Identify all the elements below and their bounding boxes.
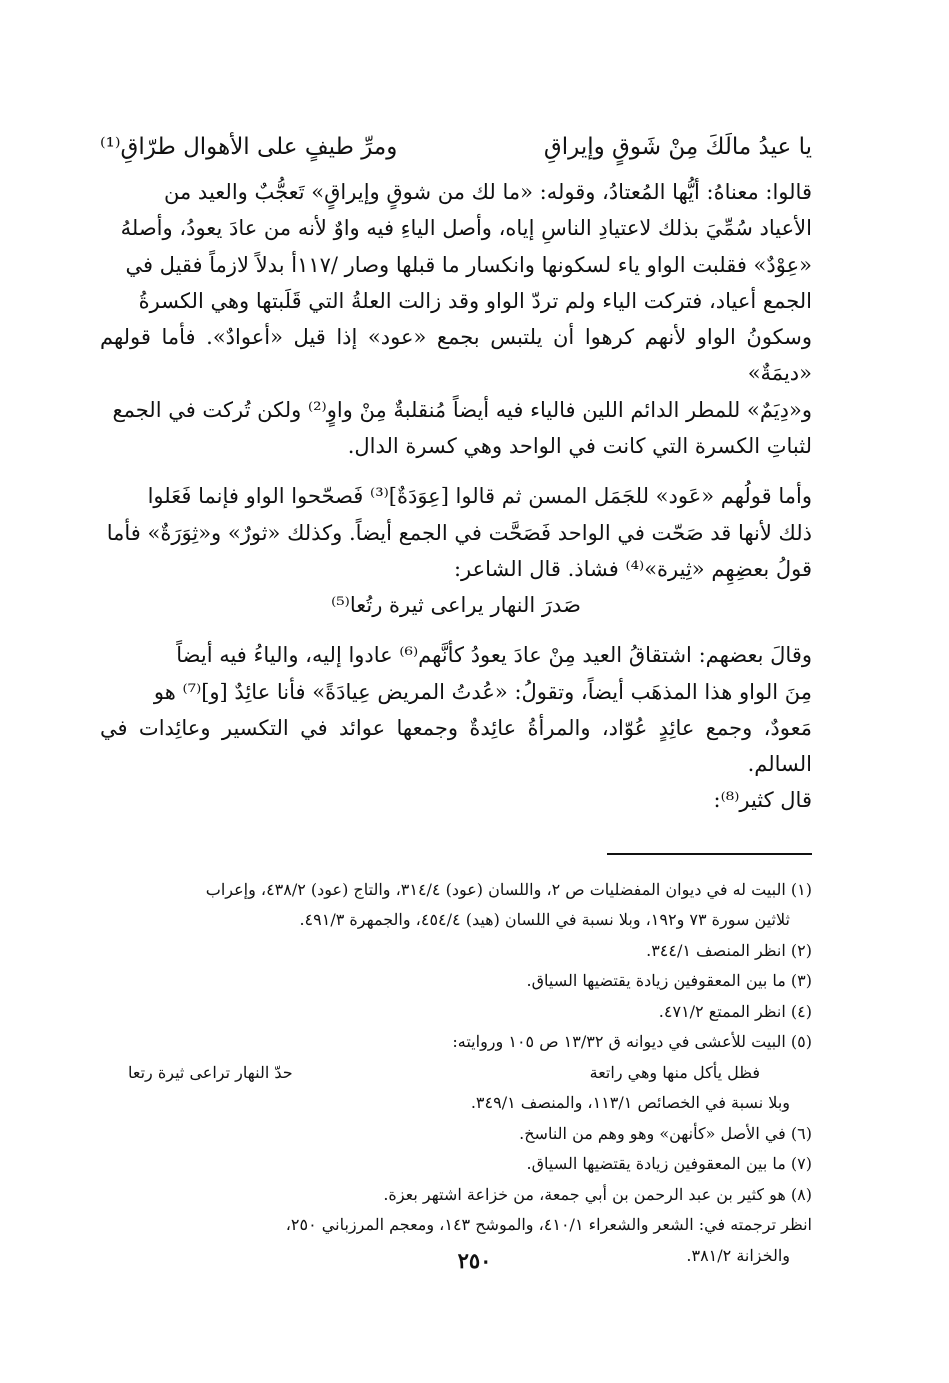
text-line: وأما قولُهم «عَود» للجَمَل المسن ثم قالوا [عِوَدَةٌ]⁽³⁾ فَصحّحوا الواو فإنما فَعَلوا bbox=[147, 484, 812, 509]
text-line: مِنَ الواو هذا المذهَب أيضاً، وتقولُ: «عُدتُ المريض عِيادَةً» فأنا عائِدٌ [و]⁽⁷⁾ هو bbox=[153, 679, 812, 704]
page-body bbox=[100, 120, 812, 1300]
text-line: قال كثير⁽⁸⁾: bbox=[713, 788, 812, 813]
footnote-8: (٨) هو كثير بن عبد الرحمن بن أبي جمعة، من خزاعة اشتهر بعزة. bbox=[383, 1184, 812, 1204]
footnote-line: ثلاثين سورة ٧٣ و١٩٢، وبلا نسبة في اللسان (هيد) ٤٥٤/٤، والجمهرة ٤٩١/٣. bbox=[299, 910, 790, 930]
page-number: ٢٥٠ bbox=[457, 1248, 492, 1273]
footnote-divider bbox=[607, 853, 812, 855]
text-line: مَعودٌ، وجمع عائِدٍ عُوّاد، والمرأةُ عائِدةٌ وجمعها عوائد في التكسير وعائِدات في السالم. bbox=[100, 715, 812, 777]
text-line: قالوا: معناهُ: أيُّها المُعتادُ، وقوله: «ما لك من شوقٍ وإيراقٍ» تَعجُّبٌ والعيد من bbox=[164, 180, 812, 204]
paragraph-3 bbox=[100, 637, 812, 818]
footnote-line: (١) البيت له في ديوان المفضليات ص ٢، واللسان (عود) ٣١٤/٤، والتاج (عود) ٤٣٨/٢، وإعراب bbox=[205, 879, 812, 899]
text-line: وقالَ بعضهم: اشتقاقُ العيد مِنْ عادَ يعودُ كأنَّهم⁽⁶⁾ عادوا إليه، والياءُ فيه أيضاً bbox=[176, 643, 812, 668]
footnote-verse-second: حدّ النهار تراعى ثيرة رتعا bbox=[128, 1062, 293, 1082]
text-line: ذلك لأنها قد صَحّت في الواحد فَصَحَّت في الجمع أيضاً. وكذلك «ثورٌ» و«ثِوَرَةٌ» فأما bbox=[106, 520, 812, 545]
footnote-line: وبلا نسبة في الخصائص ١١٣/١، والمنصف ٣٤٩/١. bbox=[470, 1093, 790, 1113]
text-line: و«دِيَمٌ» للمطر الدائم اللين فالياء فيه أيضاً مُنقلبةٌ مِنْ واوٍ⁽²⁾ ولكن تُركت في الجمع bbox=[112, 397, 812, 422]
paragraph-2 bbox=[100, 478, 812, 587]
text-line: «عِوْدٌ» فقلبت الواو ياء لسكونها وانكسار ما قبلها وصار /١١٧أ بدلاً لازماً فقيل في bbox=[125, 252, 812, 277]
text-line: قولُ بعضِهِم «ثِيرة»⁽⁴⁾ فشاذ. قال الشاعر: bbox=[453, 556, 812, 581]
verse-first-hemistich: يا عيدُ مالَكَ مِنْ شَوقٍ وإيراقِ bbox=[543, 134, 812, 160]
footnote-1 bbox=[100, 875, 812, 936]
text-line: الأعياد سُمِّيَ بذلك لاعتيادِ الناسِ إياه، وأصل الياءِ فيه واوٌ لأنه من عادَ يعودُ، وأصلهُ bbox=[120, 216, 812, 241]
footnote-line: والخزانة ٣٨١/٢. bbox=[686, 1245, 790, 1265]
footnote-3: (٣) ما بين المعقوفين زيادة يقتضيها السياق. bbox=[526, 971, 812, 991]
text-line: لثباتِ الكسرة التي كانت في الواحد وهي كسرة الدال. bbox=[347, 434, 812, 459]
footnote-verse-first: فظل يأكل منها وهي راتعة bbox=[589, 1062, 760, 1082]
text-line: الجمع أعياد، فتركت الياء ولم تردّ الواو وقد زالت العلةُ التي قَلَبتها وهي الكسرةُ bbox=[138, 288, 812, 313]
footnotes bbox=[100, 875, 812, 1272]
footnote-2: (٢) انظر المنصف ٣٤٤/١. bbox=[646, 940, 812, 960]
footnote-7: (٧) ما بين المعقوفين زيادة يقتضيها السياق. bbox=[526, 1154, 812, 1174]
footnote-5-continuation bbox=[100, 1088, 812, 1119]
footnote-line: انظر ترجمته في: الشعر والشعراء ٤١٠/١، والموشح ١٤٣، ومعجم المرزباني ٢٥٠، bbox=[285, 1215, 812, 1235]
footnote-4: (٤) انظر الممتع ٤٧١/٢. bbox=[658, 1001, 812, 1021]
verse-second-hemistich: ومرِّ طيفٍ على الأهوال طرّاقِ⁽¹⁾ bbox=[100, 134, 398, 160]
footnote-5: (٥) البيت للأعشى في ديوانه ق ١٣/٣٢ ص ١٠٥ وروايته: bbox=[452, 1032, 812, 1052]
opening-verse bbox=[100, 120, 812, 174]
text-line: وسكونُ الواو لأنهم كرهوا أن يلتبس بجمع «عود» إذا قيل «أعوادٌ». فأما قولهم «ديمَةٌ» bbox=[100, 325, 812, 386]
footnote-6: (٦) في الأصل «كأنهن» وهو وهم من الناسخ. bbox=[519, 1123, 812, 1143]
footnote-5-verse bbox=[100, 1058, 812, 1089]
quoted-verse: صَدرَ النهار يراعى ثيرة رتُعا⁽⁵⁾ bbox=[331, 593, 581, 618]
paragraph-1 bbox=[100, 174, 812, 464]
